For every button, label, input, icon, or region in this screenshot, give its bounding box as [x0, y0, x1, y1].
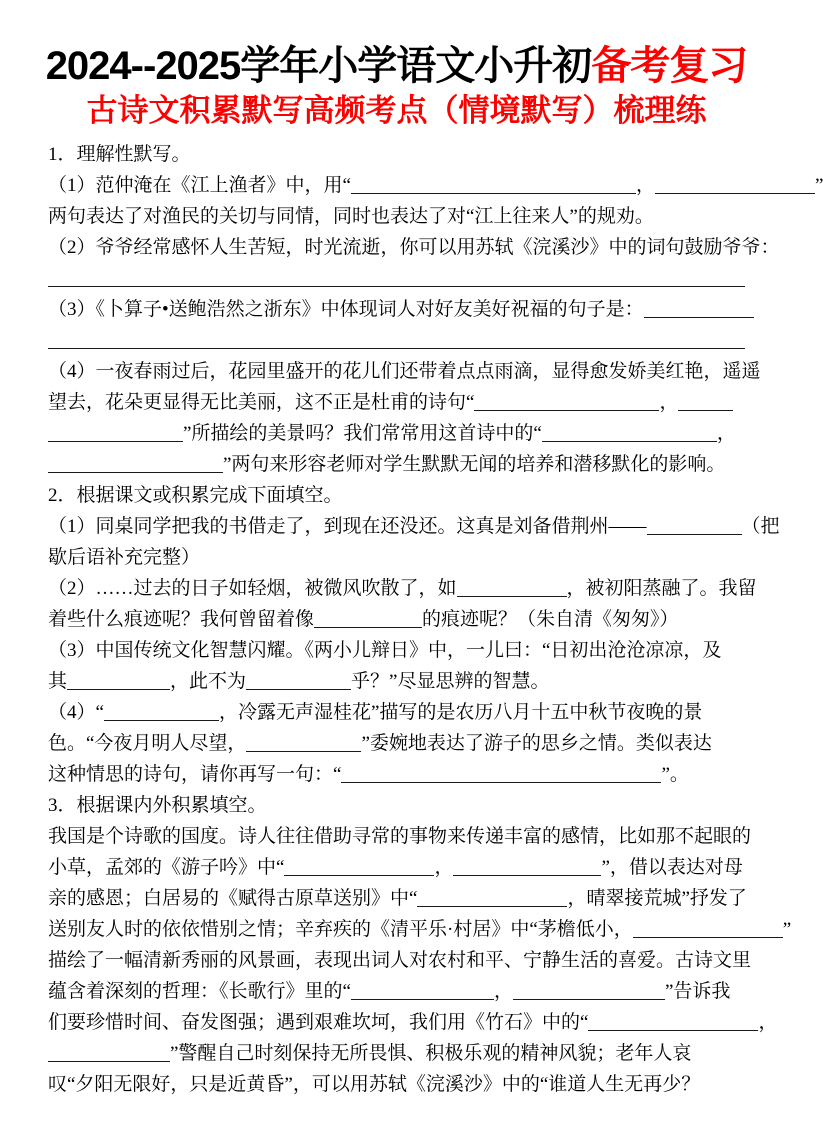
- text-segment: ”: [782, 919, 792, 940]
- text-line: [48, 449, 745, 480]
- text-segment: 两句表达了对渔民的关切与同情，同时也表达了对“江上往来人”的规劝。: [48, 206, 654, 227]
- text-line: [48, 1069, 745, 1100]
- text-segment: （2）……过去的日子如轻烟，被微风吹散了，如: [48, 578, 457, 599]
- text-line: [48, 852, 745, 883]
- text-segment: 送别友人时的依依惜别之情；辛弃疾的《清平乐·村居》中“茅檐低小，: [48, 919, 633, 940]
- text-line: [48, 542, 745, 573]
- text-segment: 乎？”尽显思辨的智慧。: [351, 671, 550, 692]
- text-segment: ，冷露无声湿桂花”描写的是农历八月十五中秋节夜晚的景: [218, 702, 703, 723]
- text-segment: 歇后语补充完整）: [48, 547, 201, 568]
- text-segment: 1．理解性默写。: [48, 144, 191, 165]
- text-segment: 描绘了一幅清新秀丽的风景画，表现出词人对农村和平、宁静生活的喜爱。古诗文里: [48, 950, 752, 971]
- text-segment: （4）“: [48, 702, 104, 723]
- title-line-1: [0, 42, 793, 90]
- text-segment: 望去，花朵更显得无比美丽，这不正是杜甫的诗句“: [48, 392, 475, 413]
- text-segment: （4）一夜春雨过后，花园里盛开的花儿们还带着点点雨滴，显得愈发娇美红艳，遥遥: [48, 361, 761, 382]
- text-line: [48, 635, 745, 666]
- text-line: [48, 790, 745, 821]
- text-segment: ，: [434, 857, 454, 878]
- answer-blank: [48, 1043, 170, 1062]
- title-line-2: 古诗文积累默写高频考点（情境默写）梳理练: [86, 93, 707, 128]
- text-segment: 这种情思的诗句，请你再写一句：“: [48, 764, 342, 785]
- text-line: [48, 883, 745, 914]
- text-segment: （把: [741, 516, 780, 537]
- text-segment: （3）《卜算子•送鲍浩然之浙东》中体现词人对好友美好祝福的句子是：: [48, 299, 644, 320]
- answer-blank: [417, 888, 567, 907]
- text-segment: ，: [659, 392, 679, 413]
- text-line: [48, 945, 752, 976]
- text-line: [48, 821, 752, 852]
- text-segment: ，: [493, 981, 513, 1002]
- text-segment: （2）爷爷经常感怀人生苦短，时光流逝，你可以用苏轼《浣溪沙》中的词句鼓励爷爷：: [48, 237, 780, 258]
- answer-blank: [453, 857, 601, 876]
- text-segment: ，被初阳蒸融了。我留: [566, 578, 757, 599]
- answer-blank: [341, 764, 661, 783]
- text-segment: ”所描绘的美景吗？我们常常用这首诗中的“: [183, 423, 542, 444]
- text-segment: ”警醒自己时刻保持无所畏惧、积极乐观的精神风貌；老年人哀: [170, 1043, 692, 1064]
- text-segment: ，: [758, 1012, 778, 1033]
- text-line: [48, 232, 780, 263]
- answer-blank: [457, 578, 567, 597]
- text-line: [48, 1007, 778, 1038]
- text-segment: 小草，孟郊的《游子吟》中“: [48, 857, 285, 878]
- text-segment: 叹“夕阳无限好，只是近黄昏”，可以用苏轼《浣溪沙》中的“谁道人生无再少？: [48, 1074, 701, 1095]
- text-segment: （3）中国传统文化智慧闪耀。《两小儿辩日》中，一儿曰：“日初出沧沧凉凉，及: [48, 640, 722, 661]
- answer-blank: [48, 454, 223, 473]
- text-line: [48, 201, 745, 232]
- text-line: [48, 697, 745, 728]
- text-segment: ”: [814, 175, 823, 196]
- text-segment: 着些什么痕迹呢？我何曾留着像: [48, 609, 315, 630]
- text-line: [48, 170, 823, 201]
- answer-blank: [314, 609, 422, 628]
- text-line: [48, 356, 761, 387]
- text-line: [48, 573, 757, 604]
- text-line: [48, 480, 745, 511]
- text-segment: 我国是个诗歌的国度。诗人往往借助寻常的事物来传递丰富的感情，比如那不起眼的: [48, 826, 752, 847]
- text-line: [48, 325, 745, 356]
- answer-blank: [67, 671, 170, 690]
- text-line: [48, 263, 745, 294]
- text-segment: 2．根据课文或积累完成下面填空。: [48, 485, 343, 506]
- text-segment: （1）同桌同学把我的书借走了，到现在还没还。这真是刘备借荆州——: [48, 516, 647, 537]
- text-segment: ，此不为: [170, 671, 247, 692]
- text-segment: ”委婉地表达了游子的思乡之情。类似表达: [361, 733, 712, 754]
- answer-blank: [655, 175, 815, 194]
- text-line: [48, 759, 745, 790]
- text-line: [48, 914, 792, 945]
- text-segment: 色。“今夜月明人尽望，: [48, 733, 247, 754]
- text-segment: ，: [635, 175, 655, 196]
- answer-blank: [104, 702, 219, 721]
- text-segment: （1）范仲淹在《江上渔者》中，用“: [48, 175, 351, 196]
- answer-blank: [542, 423, 717, 442]
- text-line: [48, 387, 745, 418]
- title-line-1-red: 备考复习: [591, 44, 748, 88]
- answer-blank: [644, 299, 754, 318]
- text-line: [48, 604, 745, 635]
- text-line: [48, 728, 745, 759]
- text-segment: 其: [48, 671, 68, 692]
- text-segment: ，: [716, 423, 736, 444]
- text-line: [48, 139, 745, 170]
- text-line: [48, 1038, 745, 1069]
- answer-blank: [588, 1012, 758, 1031]
- text-segment: 蕴含着深刻的哲理：《长歌行》里的“: [48, 981, 351, 1002]
- document-lines: [0, 132, 823, 1100]
- answer-blank: [678, 392, 733, 411]
- text-segment: ，晴翠接荒城”抒发了: [567, 888, 747, 909]
- text-segment: 3．根据课内外积累填空。: [48, 795, 267, 816]
- text-line: [48, 976, 745, 1007]
- answer-blank: [474, 392, 659, 411]
- text-line: [48, 666, 745, 697]
- text-line: [48, 511, 780, 542]
- text-segment: 们要珍惜时间、奋发图强；遇到艰难坎坷，我们用《竹石》中的“: [48, 1012, 589, 1033]
- text-segment: ”，借以表达对母: [601, 857, 743, 878]
- answer-blank: [647, 516, 742, 535]
- answer-blank: [351, 175, 636, 194]
- text-segment: ”告诉我: [664, 981, 731, 1002]
- text-segment: 的痕迹呢？（朱自清《匆匆》）: [422, 609, 679, 630]
- text-segment: ”。: [661, 764, 689, 785]
- page-title: [0, 0, 793, 132]
- answer-blank: [633, 919, 783, 938]
- answer-blank: [48, 268, 745, 287]
- text-segment: 亲的感恩；白居易的《赋得古原草送别》中“: [48, 888, 418, 909]
- answer-blank: [48, 330, 745, 349]
- text-segment: ”两句来形容老师对学生默默无闻的培养和潜移默化的影响。: [223, 454, 726, 475]
- text-line: [48, 418, 745, 449]
- answer-blank: [246, 671, 351, 690]
- answer-blank: [513, 981, 665, 1000]
- answer-blank: [284, 857, 434, 876]
- text-line: [48, 294, 745, 325]
- answer-blank: [351, 981, 494, 1000]
- answer-blank: [246, 733, 361, 752]
- title-line-1-black: 2024--2025学年小学语文小升初: [45, 44, 592, 88]
- answer-blank: [48, 423, 183, 442]
